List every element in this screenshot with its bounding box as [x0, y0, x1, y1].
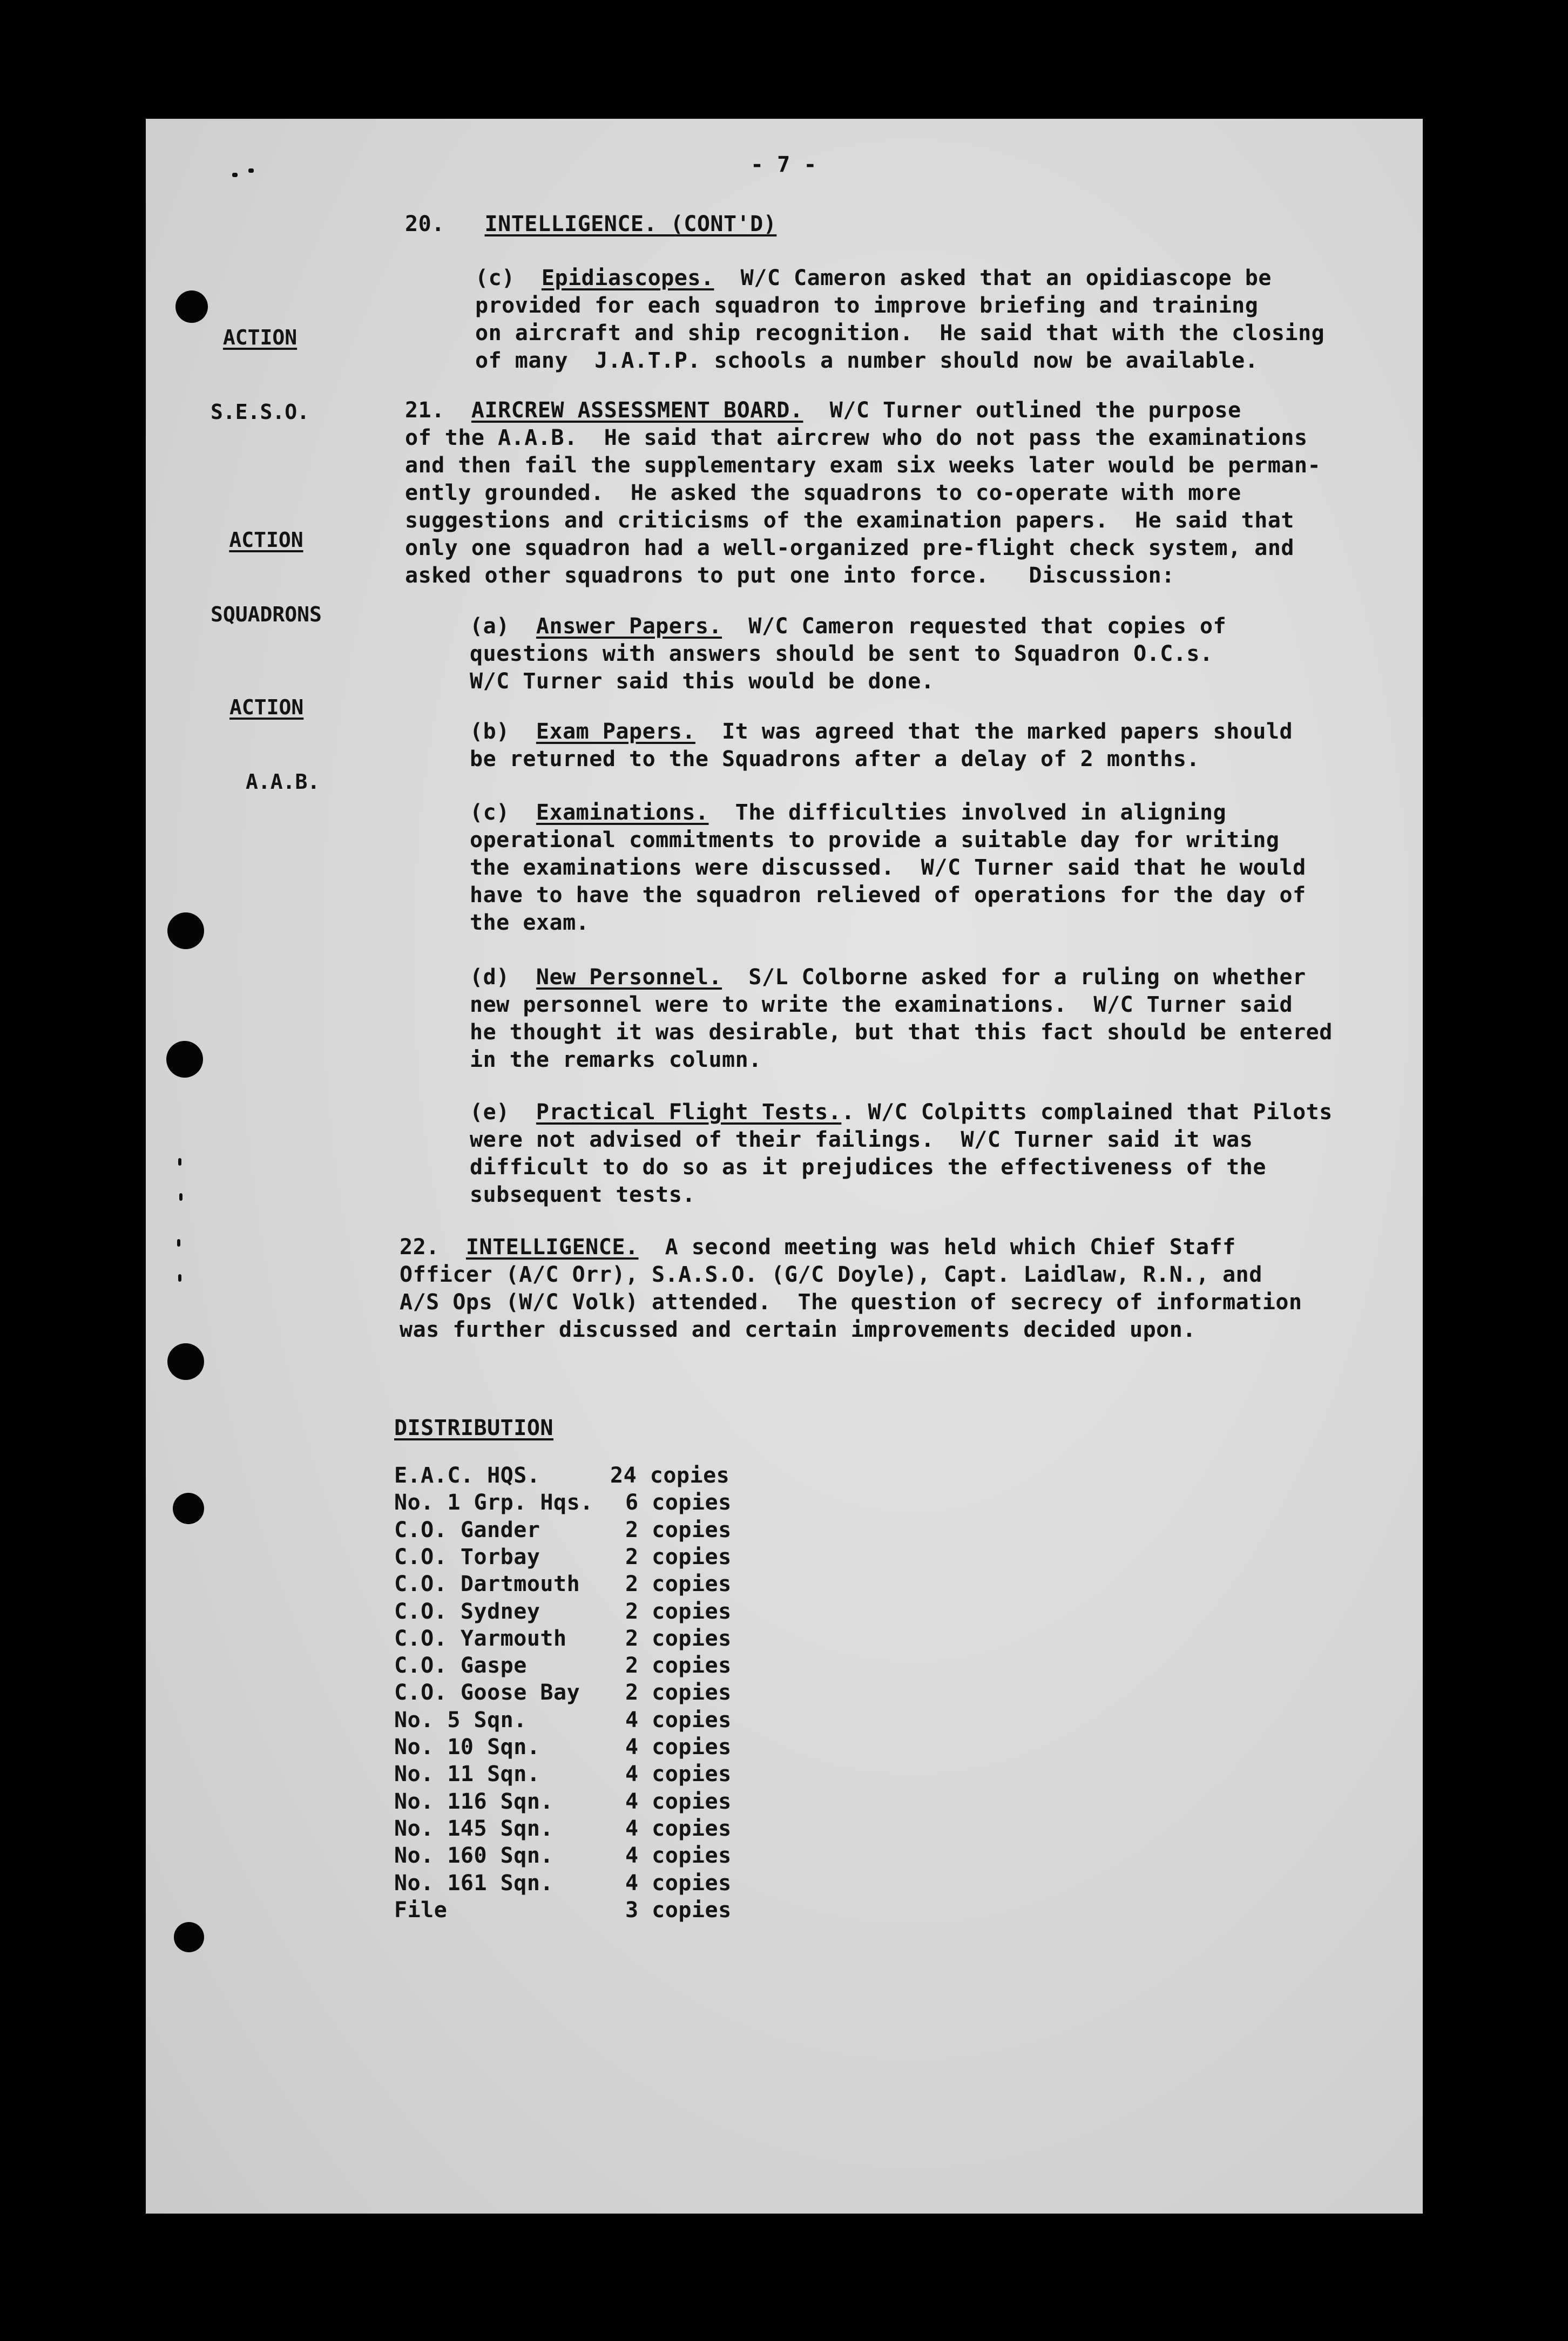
margin-note-action-aab	[213, 645, 320, 844]
text-line: of the A.A.B. He said that aircrew who do not pass the examinations	[405, 425, 1308, 450]
distribution-recipient: C.O. Yarmouth	[394, 1626, 567, 1651]
section-21-heading	[405, 397, 1241, 424]
distribution-recipient: E.A.C. HQS.	[394, 1463, 540, 1488]
speck	[232, 173, 238, 177]
margin-note-action: ACTION	[229, 695, 304, 719]
section-title: INTELLIGENCE.	[465, 1235, 639, 1260]
distribution-recipient: C.O. Gander	[394, 1517, 540, 1542]
distribution-recipient: No. 116 Sqn.	[394, 1789, 553, 1814]
speck	[178, 1158, 181, 1166]
distribution-copies: 4 copies	[625, 1707, 732, 1733]
item-e	[470, 1099, 1333, 1126]
text-line: difficult to do so as it prejudices the effectiveness of the	[470, 1155, 1266, 1180]
item-heading: Epidiascopes.	[541, 266, 714, 290]
distribution-row	[394, 1815, 772, 1842]
distribution-row	[394, 1489, 772, 1516]
text-line: the examinations were discussed. W/C Turner said that he would	[470, 855, 1306, 880]
distribution-copies: 2 copies	[625, 1544, 732, 1569]
text-line: A/S Ops (W/C Volk) attended. The question of secrecy of information	[400, 1290, 1302, 1315]
text-line: W/C Cameron asked that an opidiascope be	[740, 266, 1272, 290]
distribution-row	[394, 1462, 772, 1489]
distribution-copies: 4 copies	[625, 1762, 732, 1787]
text-line: A second meeting was held which Chief Staff	[665, 1235, 1236, 1260]
distribution-heading: DISTRIBUTION	[394, 1416, 553, 1440]
distribution-recipient: No. 1 Grp. Hqs.	[394, 1490, 593, 1515]
distribution-copies: 2 copies	[625, 1626, 732, 1651]
item-d	[470, 964, 1306, 991]
distribution-copies: 4 copies	[625, 1870, 732, 1896]
item-heading: Practical Flight Tests.	[536, 1100, 842, 1125]
distribution-recipient: No. 160 Sqn.	[394, 1843, 553, 1869]
distribution-row	[394, 1788, 772, 1815]
distribution-row	[394, 1897, 772, 1924]
distribution-copies: 4 copies	[625, 1735, 732, 1760]
text-line: in the remarks column.	[470, 1047, 762, 1072]
text-line: and then fail the supplementary exam six weeks later would be perman-	[405, 453, 1321, 478]
distribution-row	[394, 1761, 772, 1788]
margin-note-action: ACTION	[229, 528, 303, 552]
distribution-copies: 2 copies	[625, 1680, 732, 1706]
text-line: The difficulties involved in aligning	[735, 800, 1227, 825]
item-label: (a)	[470, 614, 510, 639]
item-a	[470, 613, 1226, 640]
distribution-recipient: No. 11 Sqn.	[394, 1762, 540, 1787]
item-heading: New Personnel.	[536, 965, 722, 990]
distribution-copies: 4 copies	[625, 1843, 732, 1869]
distribution-copies: 2 copies	[625, 1572, 732, 1597]
distribution-recipient: C.O. Dartmouth	[394, 1572, 580, 1597]
item-heading: Exam Papers.	[536, 719, 695, 744]
section-number: 21.	[405, 398, 445, 423]
margin-note-recipient: SQUADRONS	[211, 603, 322, 626]
distribution-recipient: No. 145 Sqn.	[394, 1816, 553, 1841]
item-label: (b)	[470, 719, 510, 744]
text-line: suggestions and criticisms of the examination papers. He said that	[405, 508, 1294, 533]
page-number: - 7 -	[751, 152, 817, 177]
item-label: (c)	[470, 800, 510, 825]
speck	[177, 1239, 180, 1247]
punch-hole	[174, 1922, 204, 1952]
punch-hole	[167, 1343, 204, 1380]
text-line: operational commitments to provide a suitable day for writing	[470, 828, 1280, 852]
text-line: he thought it was desirable, but that this fact should be entered	[470, 1020, 1333, 1045]
text-line: It was agreed that the marked papers should	[722, 719, 1293, 744]
distribution-recipient: File	[394, 1897, 448, 1923]
item-label: (d)	[470, 965, 510, 990]
section-title: AIRCREW ASSESSMENT BOARD.	[471, 398, 803, 423]
distribution-copies: 6 copies	[625, 1490, 732, 1515]
punch-hole	[175, 290, 208, 323]
distribution-row	[394, 1842, 772, 1869]
section-title: INTELLIGENCE. (CONT'D)	[484, 212, 777, 236]
section-20-item-c	[475, 265, 1272, 292]
item-label: (c)	[475, 266, 515, 290]
text-line: new personnel were to write the examinations. W/C Turner said	[470, 992, 1293, 1017]
text-line: S/L Colborne asked for a ruling on whether	[748, 965, 1306, 990]
distribution-row	[394, 1652, 772, 1679]
distribution-recipient: No. 10 Sqn.	[394, 1735, 540, 1760]
distribution-row	[394, 1598, 772, 1625]
distribution-recipient: C.O. Torbay	[394, 1544, 540, 1569]
text-line: of many J.A.T.P. schools a number should now be available.	[475, 348, 1259, 373]
distribution-recipient: No. 5 Sqn.	[394, 1707, 527, 1733]
section-number: 22.	[400, 1235, 440, 1260]
item-heading: Examinations.	[536, 800, 709, 825]
margin-note-action-seso	[211, 275, 309, 474]
punch-hole	[167, 912, 204, 949]
text-line: only one squadron had a well-organized pre-flight check system, and	[405, 536, 1294, 560]
distribution-copies: 3 copies	[625, 1897, 732, 1923]
distribution-row	[394, 1625, 772, 1652]
distribution-copies: 4 copies	[625, 1816, 732, 1841]
distribution-copies: 2 copies	[625, 1653, 732, 1679]
section-number: 20.	[405, 212, 445, 236]
distribution-row	[394, 1544, 772, 1571]
text-line: W/C Cameron requested that copies of	[748, 614, 1227, 639]
distribution-row	[394, 1870, 772, 1897]
item-label: (e)	[470, 1100, 510, 1125]
distribution-row	[394, 1734, 772, 1761]
text-line: asked other squadrons to put one into force. Discussion:	[405, 563, 1175, 588]
distribution-row	[394, 1679, 772, 1706]
section-20-heading	[405, 211, 776, 238]
margin-note-action: ACTION	[222, 326, 298, 349]
speck	[248, 168, 254, 173]
distribution-copies: 2 copies	[625, 1599, 732, 1624]
text-line: have to have the squadron relieved of operations for the day of	[470, 883, 1306, 908]
distribution-recipient: C.O. Goose Bay	[394, 1680, 580, 1706]
margin-note-recipient: S.E.S.O.	[211, 400, 310, 424]
item-b	[470, 718, 1293, 746]
text-line: ently grounded. He asked the squadrons to co-operate with more	[405, 481, 1241, 505]
text-line: be returned to the Squadrons after a delay of 2 months.	[470, 747, 1200, 772]
text-line: . W/C Colpitts complained that Pilots	[841, 1100, 1333, 1125]
distribution-copies: 4 copies	[625, 1789, 732, 1814]
text-line: W/C Turner outlined the purpose	[829, 398, 1241, 423]
punch-hole	[166, 1041, 203, 1078]
item-heading: Answer Papers.	[536, 614, 722, 639]
distribution-recipient: No. 161 Sqn.	[394, 1870, 553, 1896]
section-22-heading	[400, 1234, 1236, 1261]
text-line: Officer (A/C Orr), S.A.S.O. (G/C Doyle), Capt. Laidlaw, R.N., and	[400, 1262, 1262, 1287]
distribution-row	[394, 1707, 772, 1734]
text-line: was further discussed and certain improvements decided upon.	[400, 1317, 1196, 1342]
distribution-row	[394, 1571, 772, 1598]
distribution-recipient: C.O. Gaspe	[394, 1653, 527, 1679]
distribution-copies: 2 copies	[625, 1517, 732, 1542]
distribution-recipient: C.O. Sydney	[394, 1599, 540, 1624]
document-page	[146, 119, 1423, 2214]
text-line: on aircraft and ship recognition. He said that with the closing	[475, 321, 1325, 346]
distribution-row	[394, 1517, 772, 1544]
margin-note-recipient: A.A.B.	[246, 770, 320, 794]
distribution-copies: 24 copies	[610, 1463, 730, 1488]
speck	[178, 1274, 181, 1282]
text-line: the exam.	[470, 910, 590, 935]
text-line: subsequent tests.	[470, 1182, 695, 1207]
speck	[179, 1193, 183, 1201]
text-line: questions with answers should be sent to Squadron O.C.s.	[470, 641, 1213, 666]
punch-hole	[173, 1493, 204, 1524]
text-line: W/C Turner said this would be done.	[470, 669, 935, 694]
item-c	[470, 799, 1226, 827]
text-line: were not advised of their failings. W/C Turner said it was	[470, 1127, 1253, 1152]
text-line: provided for each squadron to improve briefing and training	[475, 293, 1259, 318]
